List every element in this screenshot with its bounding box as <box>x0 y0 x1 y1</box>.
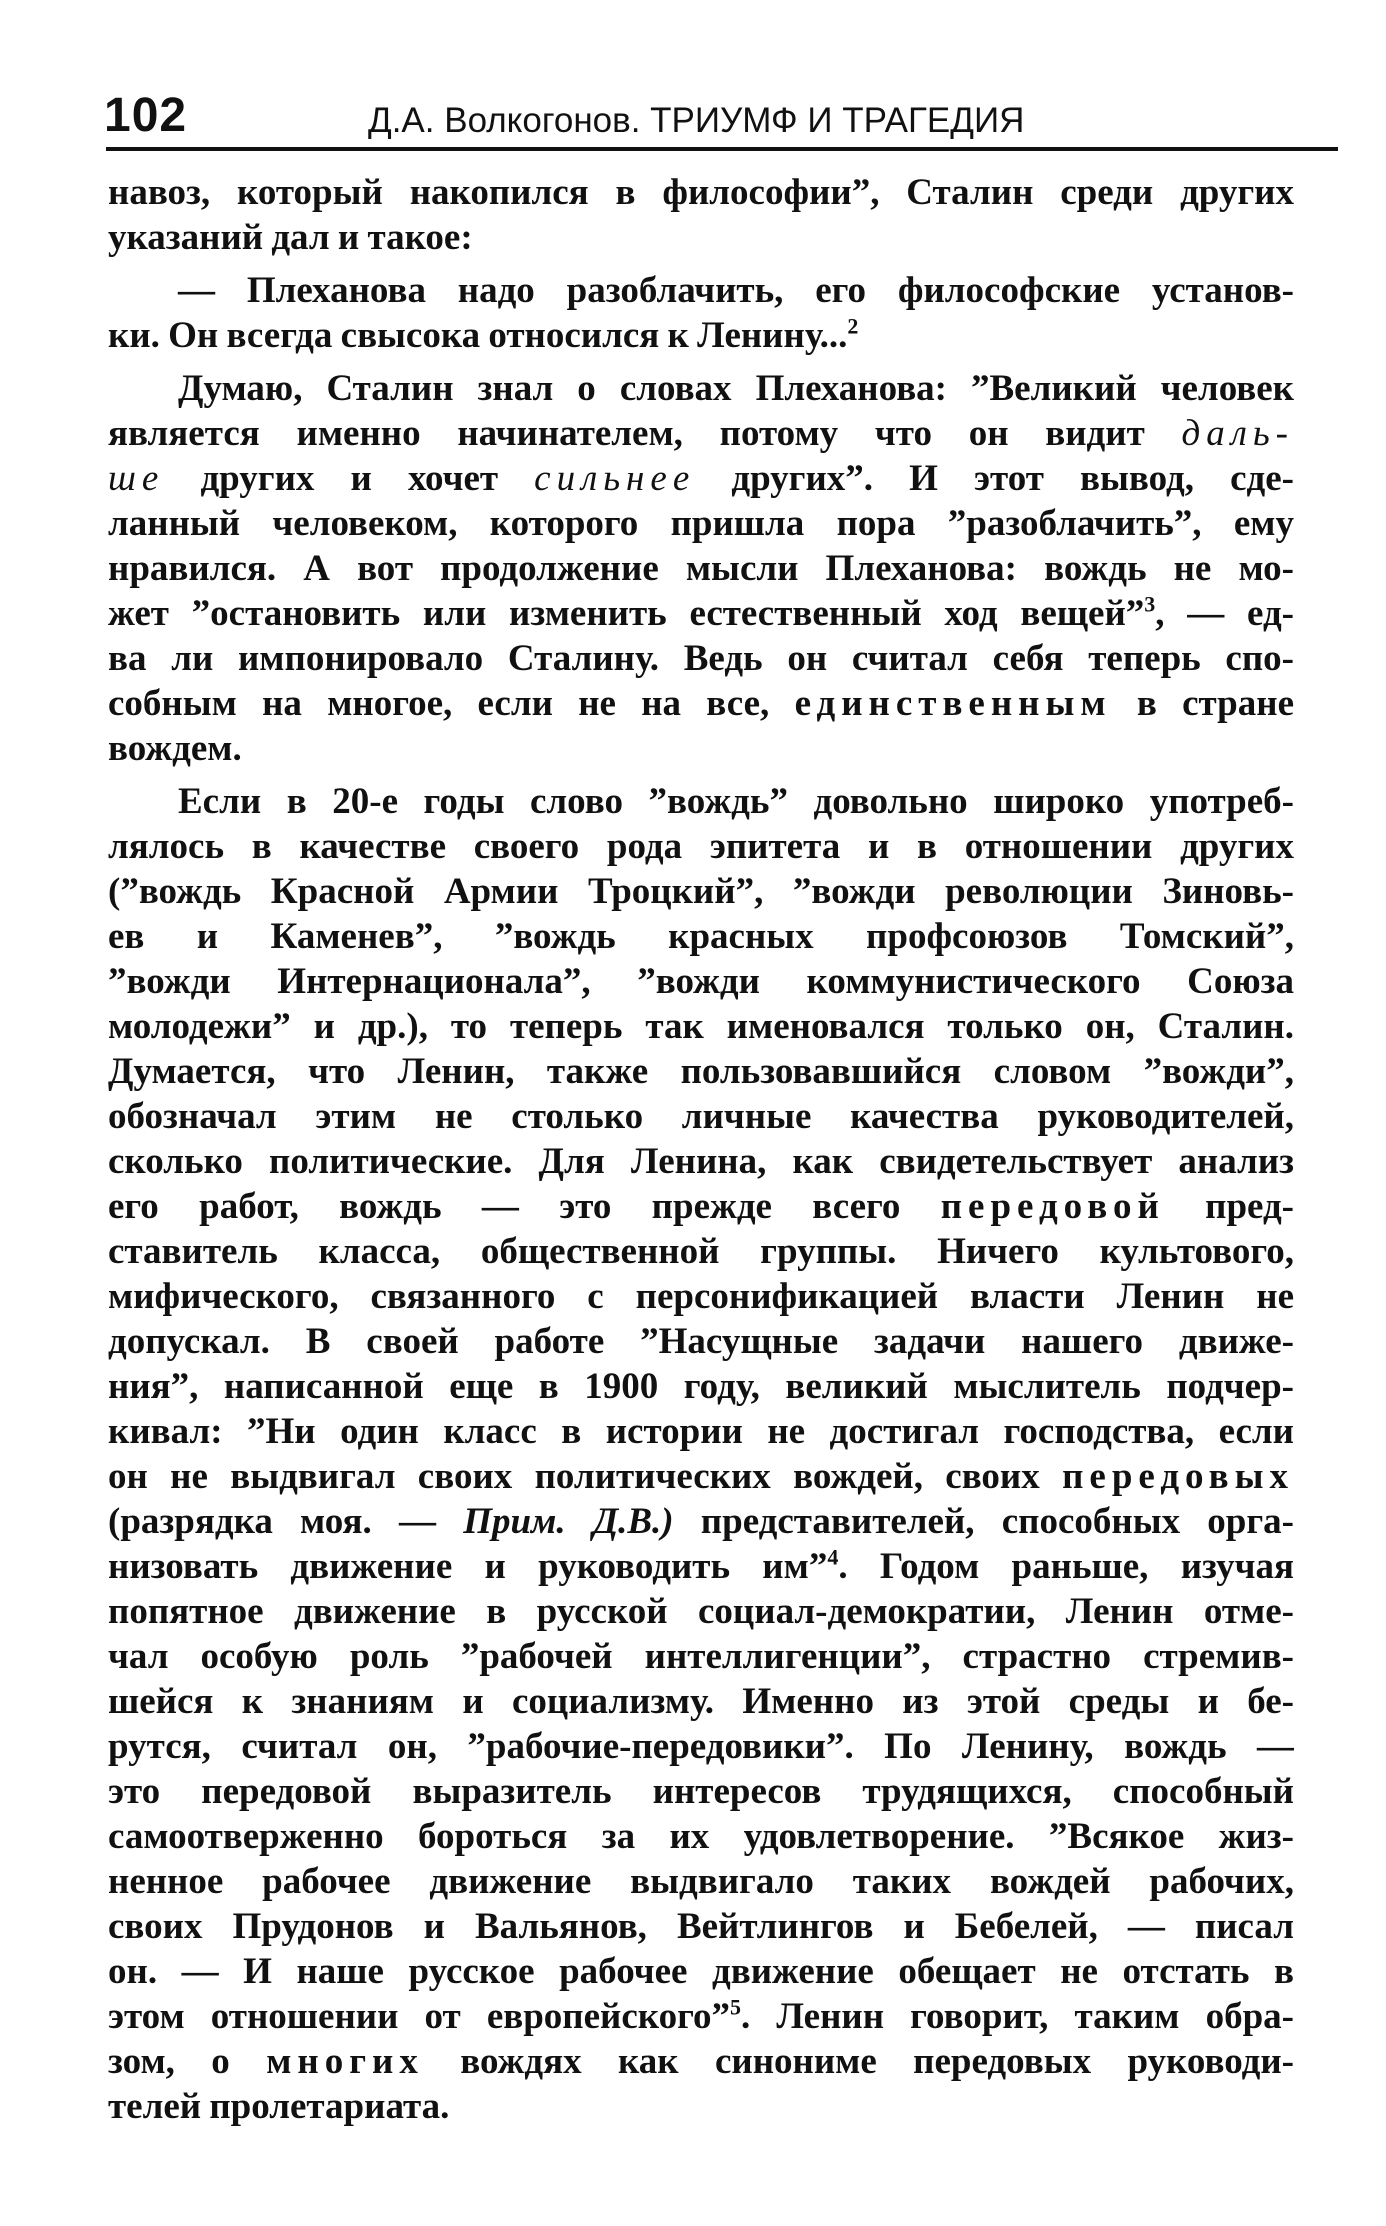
text-segment: нравился. А вот продолжение мысли Плеханова: вождь не мо- <box>108 548 1294 589</box>
text-segment: ненное рабочее движение выдвигало таких вождей рабочих, <box>108 1861 1294 1902</box>
footnote-ref: 5 <box>730 1994 741 2020</box>
text-line <box>108 1994 1294 2039</box>
text-line <box>108 1544 1294 1589</box>
text-line <box>108 1274 1294 1319</box>
text-segment: лялось в качестве своего рода эпитета и в отношении других <box>108 826 1294 867</box>
text-line <box>108 215 1294 260</box>
text-segment: других”. И этот вывод, сде- <box>695 458 1294 499</box>
text-line <box>108 366 1294 411</box>
text-segment: , — ед- <box>1155 593 1294 634</box>
text-segment: (”вождь Красной Армии Троцкий”, ”вожди революции Зиновь- <box>108 871 1294 912</box>
text-segment: — Плеханова надо разоблачить, его философские установ- <box>178 270 1294 311</box>
text-segment: пред- <box>1164 1186 1294 1227</box>
text-segment: Думаю, Сталин знал о словах Плеханова: ”Великий человек <box>178 368 1294 409</box>
text-segment: ланный человеком, которого пришла пора ”разоблачить”, ему <box>108 503 1294 544</box>
text-line <box>108 959 1294 1004</box>
text-line <box>108 501 1294 546</box>
text-line <box>108 313 1294 358</box>
text-line <box>108 726 1294 771</box>
text-segment: в стране <box>1111 683 1294 724</box>
text-line <box>108 456 1294 501</box>
text-segment: чал особую роль ”рабочей интеллигенции”, страстно стремив- <box>108 1636 1294 1677</box>
text-line <box>108 914 1294 959</box>
text-segment: представителей, способных орга- <box>673 1501 1294 1542</box>
text-line <box>108 1364 1294 1409</box>
text-line <box>108 824 1294 869</box>
text-segment: молодежи” и др.), то теперь так именовался только он, Сталин. <box>108 1006 1294 1047</box>
text-segment: ния”, написанной еще в 1900 году, великий мыслитель подчер- <box>108 1366 1294 1407</box>
text-segment: шейся к знаниям и социализму. Именно из этой среды и бе- <box>108 1681 1294 1722</box>
text-line <box>108 1409 1294 1454</box>
text-segment: жет ”остановить или изменить естественный ход вещей” <box>108 593 1145 634</box>
text-line <box>108 170 1294 215</box>
text-line <box>108 2039 1294 2084</box>
text-segment: телей пролетариата. <box>108 2086 450 2127</box>
text-segment: сколько политические. Для Ленина, как свидетельствует анализ <box>108 1141 1294 1182</box>
page-body <box>108 170 1294 2137</box>
text-segment: Если в 20-е годы слово ”вождь” довольно широко употреб- <box>178 781 1294 822</box>
text-line <box>108 1679 1294 1724</box>
text-line <box>108 636 1294 681</box>
text-segment: допускал. В своей работе ”Насущные задачи нашего движе- <box>108 1321 1294 1362</box>
text-segment: . Ленин говорит, таким обра- <box>741 1996 1294 2037</box>
text-segment: Думается, что Ленин, также пользовавшийся словом ”вожди”, <box>108 1051 1294 1092</box>
text-line <box>108 1904 1294 1949</box>
emphasis-text: единственным <box>794 683 1112 724</box>
text-line <box>108 681 1294 726</box>
text-segment: других и хочет <box>164 458 535 499</box>
emphasis-text: передовых <box>1062 1456 1294 1497</box>
text-segment: обозначал этим не столько личные качества руководителей, <box>108 1096 1294 1137</box>
emphasis-text: Прим. Д.В.) <box>463 1501 674 1542</box>
text-line <box>108 1589 1294 1634</box>
text-segment: рутся, считал он, ”рабочие-передовики”. По Ленину, вождь — <box>108 1726 1294 1767</box>
text-line <box>108 1004 1294 1049</box>
text-line <box>108 1319 1294 1364</box>
text-segment: низовать движение и руководить им” <box>108 1546 828 1587</box>
header-rule <box>106 147 1338 151</box>
text-line <box>108 869 1294 914</box>
text-line <box>108 1814 1294 1859</box>
text-line <box>108 546 1294 591</box>
text-segment: ки. Он всегда свысока относился к Ленину... <box>108 315 848 356</box>
emphasis-text: передовой <box>940 1186 1165 1227</box>
text-segment: кивал: ”Ни один класс в истории не достигал господства, если <box>108 1411 1294 1452</box>
text-line <box>108 1634 1294 1679</box>
emphasis-text: многих <box>266 2041 424 2082</box>
text-segment: навоз, который накопился в философии”, Сталин среди других <box>108 172 1294 213</box>
text-segment: этом отношении от европейского” <box>108 1996 730 2037</box>
running-title: Д.А. Волкогонов. ТРИУМФ И ТРАГЕДИЯ <box>368 101 1025 140</box>
text-line <box>108 1049 1294 1094</box>
text-segment: ев и Каменев”, ”вождь красных профсоюзов Томский”, <box>108 916 1294 957</box>
text-line <box>108 1184 1294 1229</box>
text-line <box>108 1229 1294 1274</box>
text-segment: собным на многое, если не на все, <box>108 683 795 724</box>
paragraph <box>108 170 1294 260</box>
text-segment: является именно начинателем, потому что он видит <box>108 413 1182 454</box>
text-line <box>108 1499 1294 1544</box>
paragraph <box>108 779 1294 2129</box>
text-segment: мифического, связанного с персонификацией власти Ленин не <box>108 1276 1294 1317</box>
text-segment: . Годом раньше, изучая <box>838 1546 1294 1587</box>
footnote-ref: 4 <box>827 1544 839 1570</box>
text-segment: вождем. <box>108 728 242 769</box>
text-line <box>108 268 1294 313</box>
text-line <box>108 1769 1294 1814</box>
text-segment: (разрядка моя. — <box>108 1501 464 1542</box>
text-line <box>108 591 1294 636</box>
text-segment: ставитель класса, общественной группы. Ничего культового, <box>108 1231 1294 1272</box>
text-segment: своих Прудонов и Вальянов, Вейтлингов и Бебелей, — писал <box>108 1906 1294 1947</box>
emphasis-text: сильнее <box>534 458 696 499</box>
footnote-ref: 3 <box>1144 591 1156 617</box>
text-line <box>108 411 1294 456</box>
text-line <box>108 2084 1294 2129</box>
emphasis-text: даль- <box>1181 413 1294 454</box>
text-segment: он не выдвигал своих политических вождей, своих <box>108 1456 1063 1497</box>
text-segment: ”вожди Интернационала”, ”вожди коммунистического Союза <box>108 961 1294 1002</box>
emphasis-text: ше <box>108 458 165 499</box>
text-line <box>108 1724 1294 1769</box>
text-segment: указаний дал и такое: <box>108 217 473 258</box>
text-segment: вождях как синониме передовых руководи- <box>423 2041 1294 2082</box>
footnote-ref: 2 <box>847 313 859 339</box>
text-segment: он. — И наше русское рабочее движение обещает не отстать в <box>108 1951 1294 1992</box>
page-number: 102 <box>104 89 188 142</box>
text-line <box>108 1454 1294 1499</box>
paragraph <box>108 366 1294 771</box>
text-line <box>108 1094 1294 1139</box>
text-segment: самоотверженно бороться за их удовлетворение. ”Всякое жиз- <box>108 1816 1294 1857</box>
text-segment: ва ли импонировало Сталину. Ведь он считал себя теперь спо- <box>108 638 1294 679</box>
text-segment: это передовой выразитель интересов трудящихся, способный <box>108 1771 1294 1812</box>
text-segment: его работ, вождь — это прежде всего <box>108 1186 941 1227</box>
text-line <box>108 779 1294 824</box>
text-line <box>108 1139 1294 1184</box>
text-segment: попятное движение в русской социал-демократии, Ленин отме- <box>108 1591 1294 1632</box>
text-line <box>108 1949 1294 1994</box>
text-line <box>108 1859 1294 1904</box>
text-segment: зом, о <box>108 2041 267 2082</box>
paragraph <box>108 268 1294 358</box>
